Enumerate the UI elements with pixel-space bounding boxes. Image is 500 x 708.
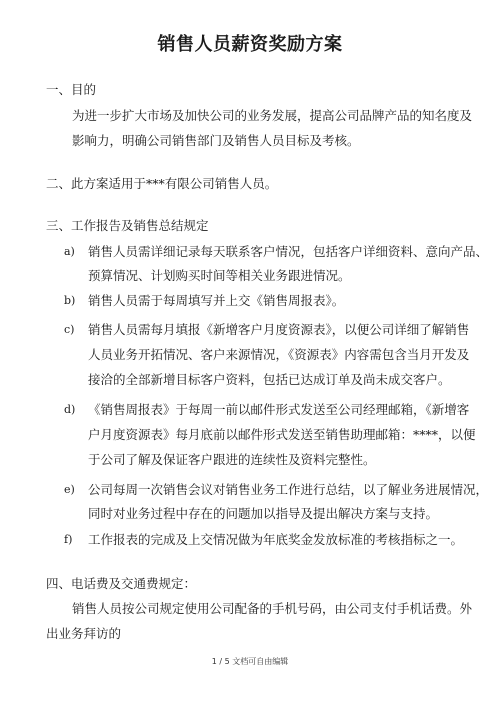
page-footer: 1 / 5 文档可自由编辑 (211, 657, 289, 666)
item-c-label: c) (64, 323, 75, 336)
item-f-line-1: 工作报表的完成及上交情况做为年底奖金发放标准的考核指标之一。 (88, 532, 464, 547)
section-4-heading: 四、电话费及交通费规定： (46, 576, 197, 591)
item-d-label: d) (64, 403, 76, 416)
item-d-line-3: 于公司了解及保证客户跟进的连续性及资料完整性。 (88, 452, 376, 467)
section-1-line-2: 影响力，明确公司销售部门及销售人员目标及考核。 (72, 133, 360, 148)
item-a-label: a) (64, 245, 75, 258)
item-b-line-1: 销售人员需于每周填写并上交《销售周报表》。 (88, 293, 345, 308)
item-f-label: f) (64, 533, 73, 546)
section-1-line-1: 为进一步扩大市场及加快公司的业务发展，提高公司品牌产品的知名度及 (72, 108, 473, 123)
section-3-heading: 三、工作报告及销售总结规定 (46, 218, 209, 233)
section-4-line-1: 销售人员按公司规定使用公司配备的手机号码，由公司支付手机话费。外 (72, 601, 473, 616)
document-title: 销售人员薪资奖励方案 (157, 34, 343, 55)
item-d-line-2: 户月度资源表》每月底前以邮件形式发送至销售助理邮箱：****，以便 (88, 427, 476, 442)
item-c-line-3: 接洽的全部新增目标客户资料，包括已达成订单及尚未成交客户。 (88, 372, 451, 387)
item-e-line-2: 同时对业务过程中存在的问题加以指导及提出解决方案与支持。 (88, 506, 439, 521)
item-a-line-2: 预算情况、计划购买时间等相关业务跟进情况。 (88, 268, 351, 283)
section-1-heading: 一、目的 (46, 82, 97, 97)
item-e-line-1: 公司每周一次销售会议对销售业务工作进行总结，以了解业务进展情况， (88, 482, 489, 497)
item-e-label: e) (64, 483, 75, 496)
item-a-line-1: 销售人员需详细记录每天联系客户情况，包括客户详细资料、意向产品、 (88, 244, 489, 259)
section-2-heading: 二、此方案适用于***有限公司销售人员。 (46, 176, 278, 191)
item-c-line-2: 人员业务开拓情况、客户来源情况，《资源表》内容需包含当月开发及 (88, 347, 470, 362)
item-b-label: b) (64, 294, 76, 307)
section-4-line-2: 出业务拜访的 (46, 626, 122, 641)
item-c-line-1: 销售人员需每月填报《新增客户月度资源表》，以便公司详细了解销售 (88, 322, 470, 337)
item-d-line-1: 《销售周报表》于每周一前以邮件形式发送至公司经理邮箱，《新增客 (88, 402, 470, 417)
